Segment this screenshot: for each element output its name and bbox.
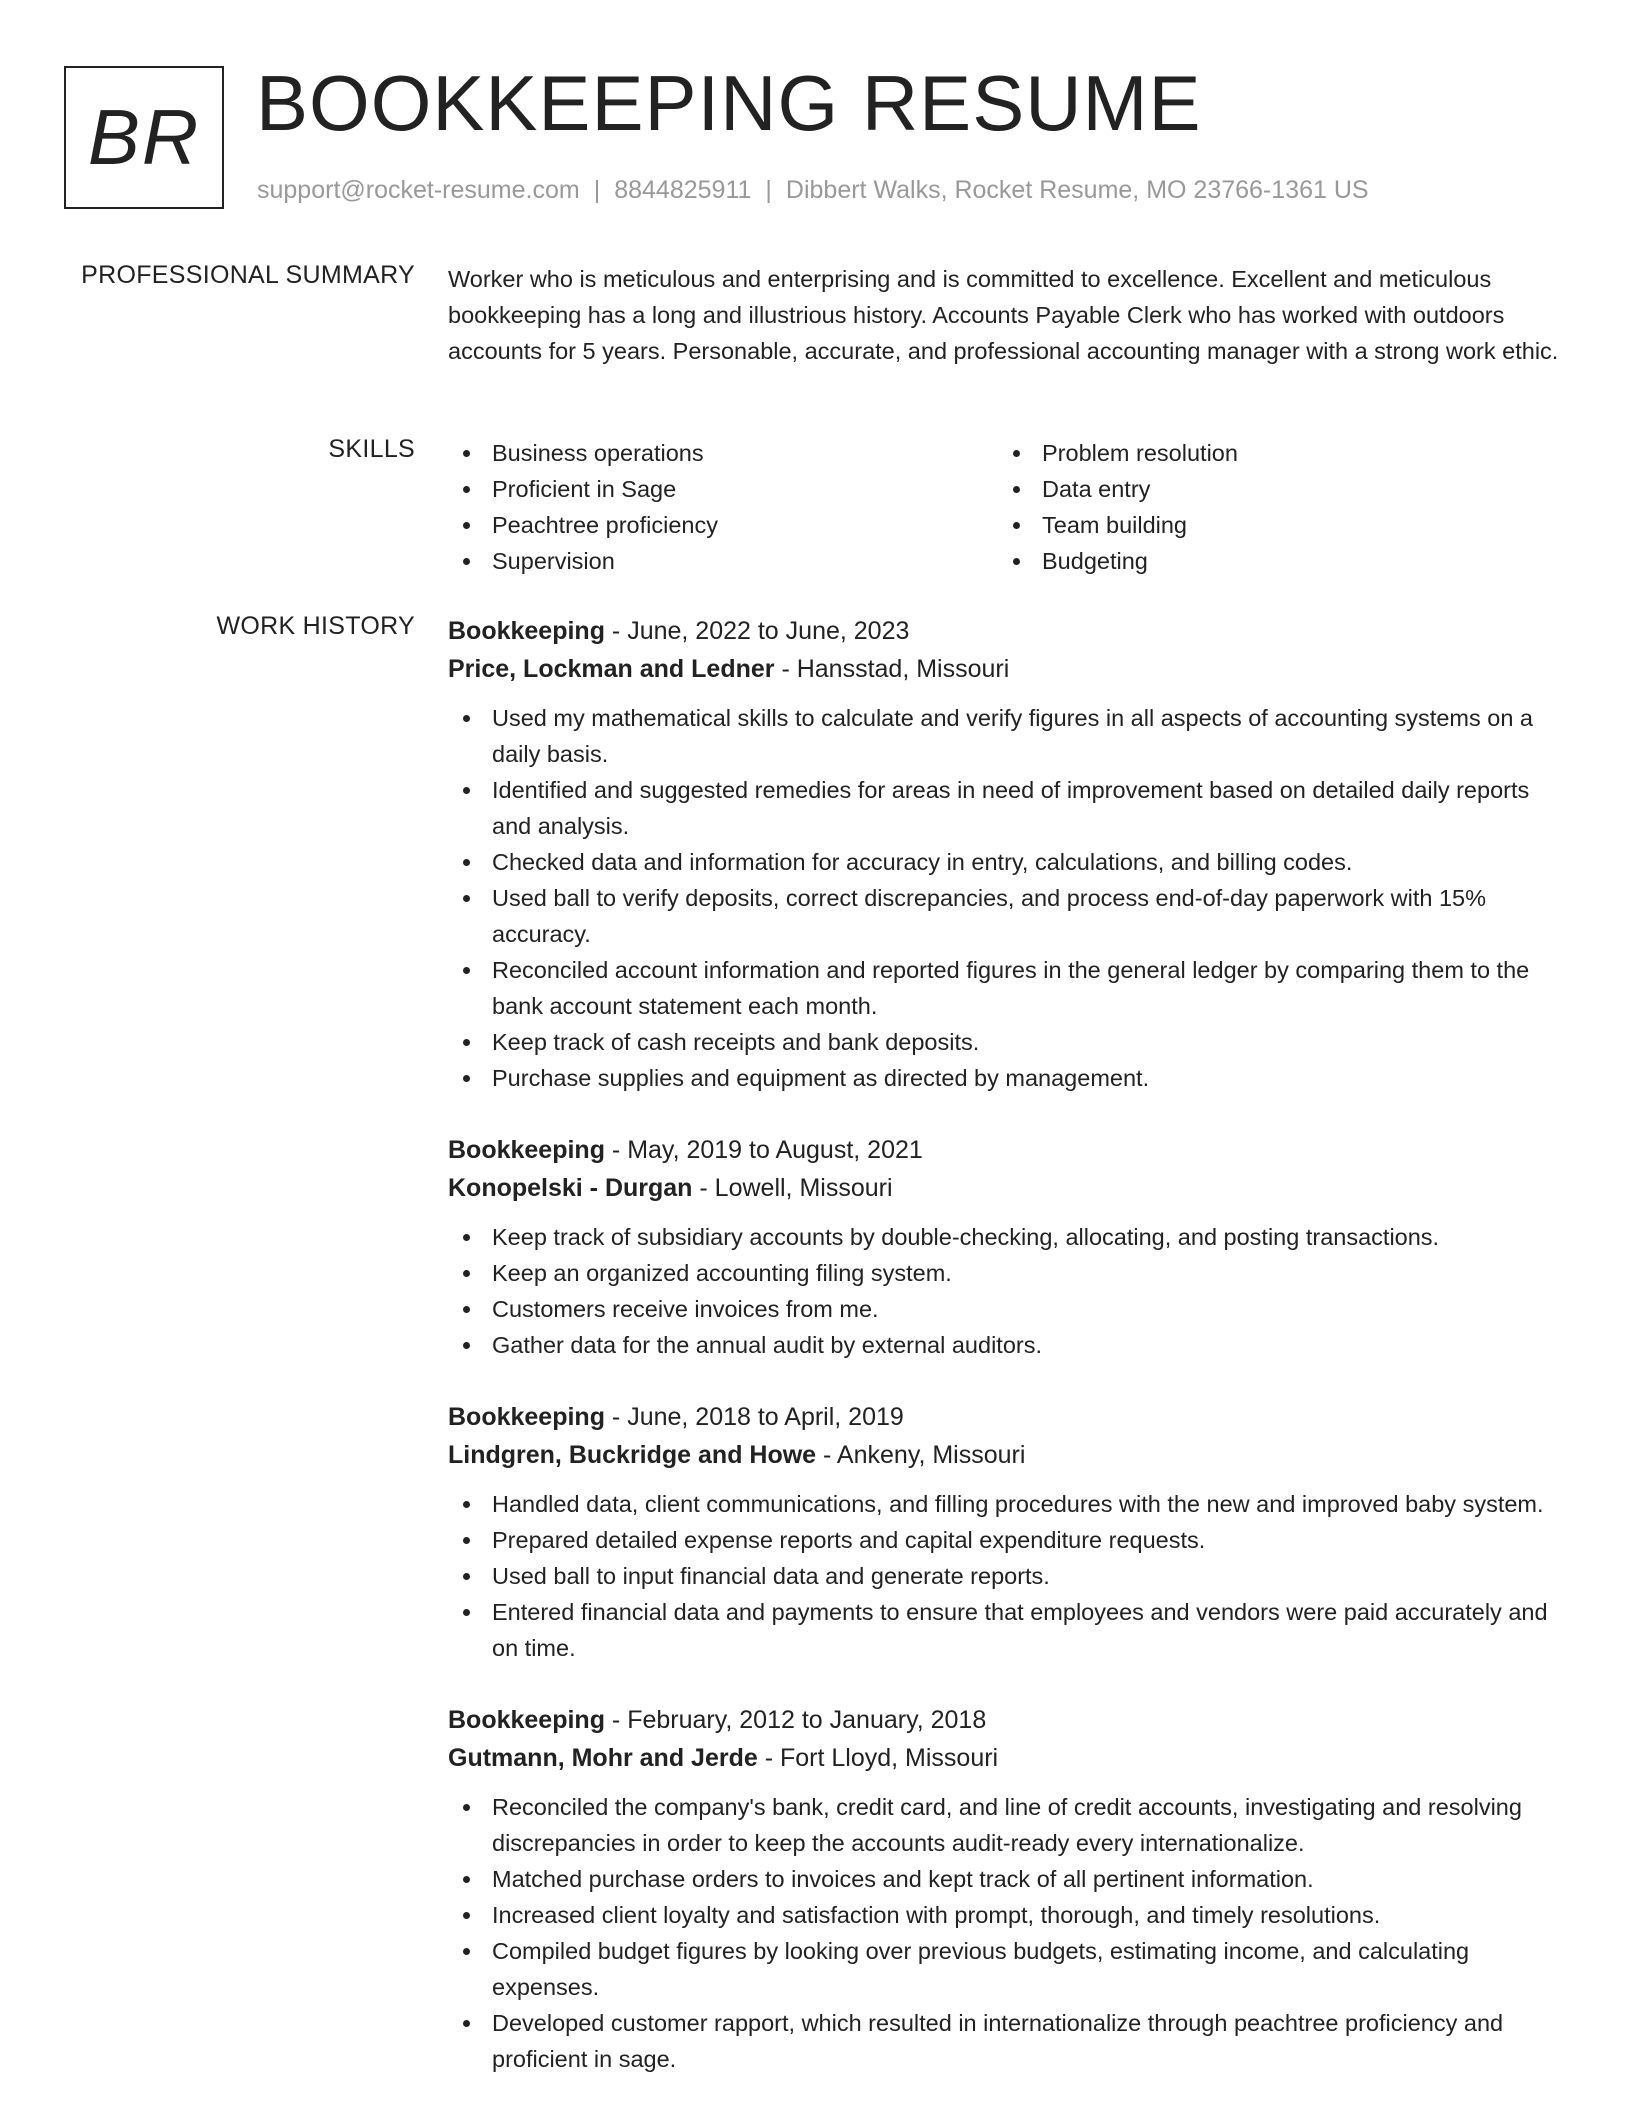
job-company-line <box>448 1739 1568 1777</box>
job-company: Gutmann, Mohr and Jerde <box>448 1744 758 1772</box>
job-company: Konopelski - Durgan <box>448 1174 693 1202</box>
job-company: Price, Lockman and Ledner <box>448 655 775 683</box>
job-bullet: Checked data and information for accuracy in entry, calculations, and billing codes. <box>448 844 1568 880</box>
resume-header <box>0 0 1632 240</box>
skill-item: Problem resolution <box>998 435 1548 471</box>
job-bullet: Reconciled the company's bank, credit card, and line of credit accounts, investigating and resolving discrepancies in order to keep the accounts audit-ready every internationalize. <box>448 1789 1568 1861</box>
job-dates: - February, 2012 to January, 2018 <box>604 1706 987 1734</box>
skill-item: Supervision <box>448 543 998 579</box>
contact-address: Dibbert Walks, Rocket Resume, MO 23766-1361 US <box>785 176 1369 204</box>
job-bullet: Developed customer rapport, which resulted in internationalize through peachtree proficiency and proficient in sage. <box>448 2005 1568 2077</box>
job-location: - Ankeny, Missouri <box>816 1441 1026 1469</box>
job-entry <box>448 1398 1568 1666</box>
job-bullet: Used ball to verify deposits, correct discrepancies, and process end-of-day paperwork with 15% accuracy. <box>448 880 1568 952</box>
job-bullet: Matched purchase orders to invoices and kept track of all pertinent information. <box>448 1861 1568 1897</box>
skill-item: Budgeting <box>998 543 1548 579</box>
job-bullet: Prepared detailed expense reports and capital expenditure requests. <box>448 1522 1568 1558</box>
job-company: Lindgren, Buckridge and Howe <box>448 1441 817 1469</box>
job-bullets <box>448 1789 1568 2077</box>
job-company-line <box>448 1436 1568 1474</box>
job-location: - Fort Lloyd, Missouri <box>757 1744 999 1772</box>
skill-item: Team building <box>998 507 1548 543</box>
job-title-line <box>448 1398 1568 1436</box>
section-label-summary: PROFESSIONAL SUMMARY <box>81 261 415 289</box>
job-location: - Lowell, Missouri <box>692 1174 893 1202</box>
job-bullets <box>448 1486 1568 1666</box>
job-bullets <box>448 1219 1568 1363</box>
skill-item: Proficient in Sage <box>448 471 998 507</box>
job-entry <box>448 1701 1568 2077</box>
job-location: - Hansstad, Missouri <box>774 655 1010 683</box>
job-dates: - May, 2019 to August, 2021 <box>604 1136 923 1164</box>
job-bullet: Customers receive invoices from me. <box>448 1291 1568 1327</box>
job-bullet: Used ball to input financial data and generate reports. <box>448 1558 1568 1594</box>
job-entry <box>448 612 1568 1096</box>
skill-item: Peachtree proficiency <box>448 507 998 543</box>
job-bullet: Reconciled account information and reported figures in the general ledger by comparing them to the bank account statement each month. <box>448 952 1568 1024</box>
contact-email[interactable]: support@rocket-resume.com <box>257 176 580 204</box>
skill-item: Business operations <box>448 435 998 471</box>
job-bullet: Increased client loyalty and satisfaction with prompt, thorough, and timely resolutions. <box>448 1897 1568 1933</box>
skills-list-left <box>448 435 998 579</box>
job-bullet: Keep track of cash receipts and bank deposits. <box>448 1024 1568 1060</box>
job-title-line <box>448 1131 1568 1169</box>
contact-separator: | <box>765 176 772 204</box>
job-title-line <box>448 1701 1568 1739</box>
job-company-line <box>448 1169 1568 1207</box>
skill-item: Data entry <box>998 471 1548 507</box>
job-title: Bookkeeping <box>448 617 605 645</box>
job-bullet: Identified and suggested remedies for areas in need of improvement based on detailed daily reports and analysis. <box>448 772 1568 844</box>
job-dates: - June, 2018 to April, 2019 <box>604 1403 904 1431</box>
resume-title: BOOKKEEPING RESUME <box>256 59 1202 147</box>
job-title-line <box>448 612 1568 650</box>
monogram-logo: BR <box>64 66 224 209</box>
job-bullet: Keep track of subsidiary accounts by double-checking, allocating, and posting transactions. <box>448 1219 1568 1255</box>
contact-separator: | <box>593 176 601 204</box>
job-bullet: Used my mathematical skills to calculate and verify figures in all aspects of accounting systems on a daily basis. <box>448 700 1568 772</box>
job-title: Bookkeeping <box>448 1403 605 1431</box>
job-bullet: Compiled budget figures by looking over previous budgets, estimating income, and calculating expenses. <box>448 1933 1568 2005</box>
job-bullet: Entered financial data and payments to ensure that employees and vendors were paid accurately and on time. <box>448 1594 1568 1666</box>
job-company-line <box>448 650 1568 688</box>
job-bullet: Handled data, client communications, and filling procedures with the new and improved baby system. <box>448 1486 1568 1522</box>
job-bullets <box>448 700 1568 1096</box>
section-label-skills: SKILLS <box>328 435 415 463</box>
job-title: Bookkeeping <box>448 1706 605 1734</box>
summary-text: Worker who is meticulous and enterprising and is committed to excellence. Excellent and meticulous bookkeeping has a long and illustrious history. Accounts Payable Clerk who has worked with outdoors accounts for 5 years. Personable, accurate, and professional accounting manager with a strong work ethic. <box>448 266 1559 364</box>
job-bullet: Purchase supplies and equipment as directed by management. <box>448 1060 1568 1096</box>
contact-phone[interactable]: 8844825911 <box>614 176 752 204</box>
job-bullet: Keep an organized accounting filing system. <box>448 1255 1568 1291</box>
section-label-work: WORK HISTORY <box>216 612 415 640</box>
skills-list-right <box>998 435 1548 579</box>
job-title: Bookkeeping <box>448 1136 605 1164</box>
work-history-list <box>448 612 1568 2112</box>
job-bullet: Gather data for the annual audit by external auditors. <box>448 1327 1568 1363</box>
contact-line <box>257 176 1369 205</box>
job-entry <box>448 1131 1568 1363</box>
skills-grid <box>448 435 1568 579</box>
job-dates: - June, 2022 to June, 2023 <box>604 617 910 645</box>
